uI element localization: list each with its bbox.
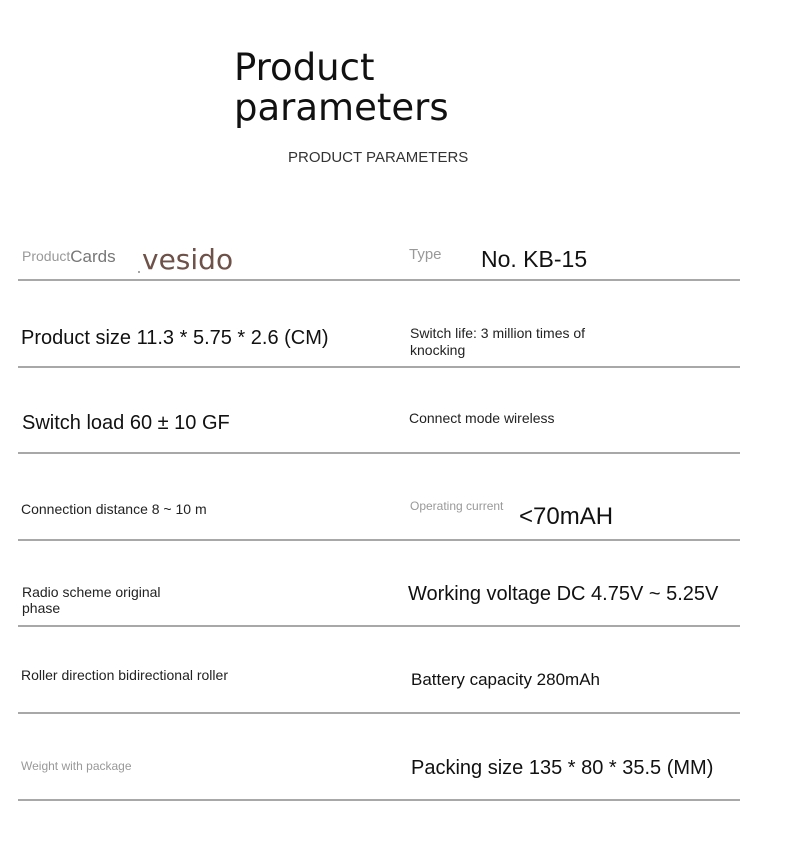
row-divider	[18, 279, 740, 281]
product-size-text: Product size 11.3 * 5.75 * 2.6 (CM)	[21, 327, 329, 349]
radio-scheme-text: Radio scheme original phase	[22, 584, 161, 616]
battery-capacity-text: Battery capacity 280mAh	[411, 670, 600, 689]
switch-load-text: Switch load 60 ± 10 GF	[22, 412, 230, 434]
title-line-1: Product	[234, 46, 375, 89]
operating-current-value: <70mAH	[519, 503, 614, 530]
row-divider	[18, 452, 740, 454]
switch-life-text: Switch life: 3 million times of knocking	[410, 325, 586, 358]
row-divider	[18, 625, 740, 627]
decorative-dot	[138, 271, 140, 273]
row-divider	[18, 539, 740, 541]
brand-value: vesido	[142, 243, 234, 276]
page-subtitle: PRODUCT PARAMETERS	[288, 149, 469, 166]
connect-mode-text: Connect mode wireless	[409, 410, 555, 426]
page-title	[234, 48, 449, 128]
type-label: Type	[409, 246, 442, 263]
product-label: Product	[22, 248, 71, 264]
cards-label: Cards	[70, 247, 116, 266]
operating-current-label: Operating current	[410, 499, 504, 513]
packing-size-text: Packing size 135 * 80 * 35.5 (MM)	[411, 757, 714, 779]
type-value: No. KB-15	[481, 246, 588, 272]
weight-label: Weight with package	[21, 759, 132, 773]
row-divider	[18, 712, 740, 714]
roller-direction-text: Roller direction bidirectional roller	[21, 667, 228, 683]
working-voltage-text: Working voltage DC 4.75V ~ 5.25V	[408, 583, 719, 605]
row-divider	[18, 366, 740, 368]
product-cards-label	[22, 246, 116, 266]
row-divider	[18, 799, 740, 801]
connection-distance-text: Connection distance 8 ~ 10 m	[21, 501, 207, 517]
title-line-2: parameters	[234, 86, 449, 129]
